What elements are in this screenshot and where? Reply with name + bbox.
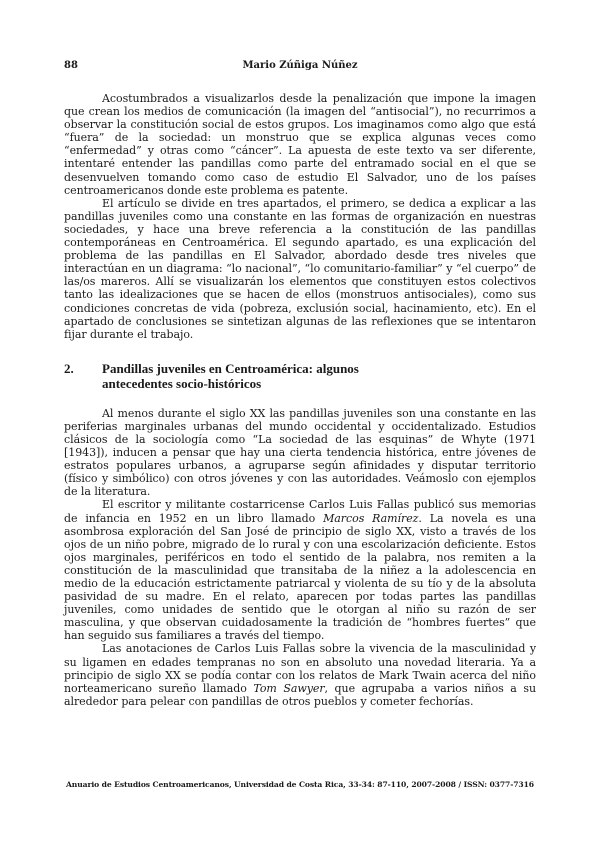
body-paragraph (64, 498, 536, 642)
paragraph-text: . La novela es una asombrosa exploración del San José de principio de siglo XX, visto a través de los ojos de un niño pobre, migrado de lo rural y con una escolarización deficiente. Estos ojos marginales, periféricos en todo el sentido de la palabra, nos remiten a la constitución de la masculinidad que transitaba de la niñez a la adolescencia en medio de la educación estrictamente patriarcal y violenta de su tío y de la absoluta pasividad de su madre. En el relato, aparecen por todas partes las pandillas juveniles, como unidades de sentido que le otorgan al niño su razón de ser masculina, y que observan cuidadosamente la tradición de “hombres fuertes” que han seguido sus familiares a través del tiempo. (64, 511, 536, 643)
body-paragraph: Acostumbrados a visualizarlos desde la penalización que impone la imagen que crean los medios de comunicación (la imagen del “antisocial”), no recurrimos a observar la constitución social de estos grupos. Los imaginamos como algo que está “fuera” de la sociedad: un monstruo que se explica algunas veces como “enfermedad” y otras como “cáncer”. La apuesta de este texto va ser diferente, intentaré entender las pandillas como parte del entramado social en el que se desenvuelven tomando como caso de estudio El Salvador, uno de los países centroamericanos donde este problema es patente. (64, 92, 536, 197)
section-title: Pandillas juveniles en Centroamérica: algunos antecedentes socio-históricos (102, 360, 359, 391)
body-paragraph: Al menos durante el siglo XX las pandillas juveniles son una constante en las periferias marginales urbanas del mundo occidental y occidentalizado. Estudios clásicos de la sociología como “La sociedad de las esquinas” de Whyte (1971 [1943]), inducen a pensar que hay una cierta tendencia histórica, entre jóvenes de estratos populares urbanos, a agruparse según afinidades y disputar territorio (físico y simbólico) con otros jóvenes y con las autoridades. Veámoslo con ejemplos de la literatura. (64, 406, 536, 499)
footer-citation: Anuario de Estudios Centroamericanos, Universidad de Costa Rica, 33-34: 87-110, 2007-2008 / ISSN: 0377-7316 (66, 780, 534, 789)
body-paragraph: El artículo se divide en tres apartados, el primero, se dedica a explicar a las pandillas juveniles como una constante en las formas de organización en nuestras sociedades, y hace una breve referencia a la constitución de las pandillas contemporáneas en Centroamérica. El segundo apartado, es una explicación del problema de las pandillas en El Salvador, abordado desde tres niveles que interactúan en un diagrama: “lo nacional”, “lo comunitario-familiar” y “el cuerpo” de las/os mareros. Allí se visualizarán los elementos que constituyen estos colectivos tanto las idealizaciones que se hacen de ellos (monstruos antisociales), como sus condiciones concretas de vida (pobreza, exclusión social, hacinamiento, etc). En el apartado de conclusiones se sintetizan algunas de las reflexiones que se intentaron fijar durante el trabajo. (64, 196, 536, 341)
page-body (64, 92, 536, 708)
page-number: 88 (64, 60, 78, 71)
paragraph-text: El escritor y militante costarricense Carlos Luis Fallas publicó sus memorias de infancia en 1952 en un libro llamado (64, 498, 536, 525)
section-heading (64, 361, 536, 391)
section-number: 2. (64, 360, 74, 376)
paragraph-text: , que agrupaba a varios niños a su alrededor para pelear con pandillas de otros pueblos y cometer fechorías. (64, 681, 536, 708)
running-head: Mario Zúñiga Núñez (242, 60, 358, 71)
paragraph-text: Las anotaciones de Carlos Luis Fallas sobre la vivencia de la masculinidad y su ligamen en edades tempranas no son en absoluto una novedad literaria. Ya a principio de siglo XX se podía contar con los relatos de Mark Twain acerca del niño norteamericano sureño llamado (64, 642, 536, 695)
body-paragraph (64, 642, 536, 707)
book-title: Marcos Ramírez (323, 511, 419, 525)
book-title: Tom Sawyer (253, 681, 325, 695)
